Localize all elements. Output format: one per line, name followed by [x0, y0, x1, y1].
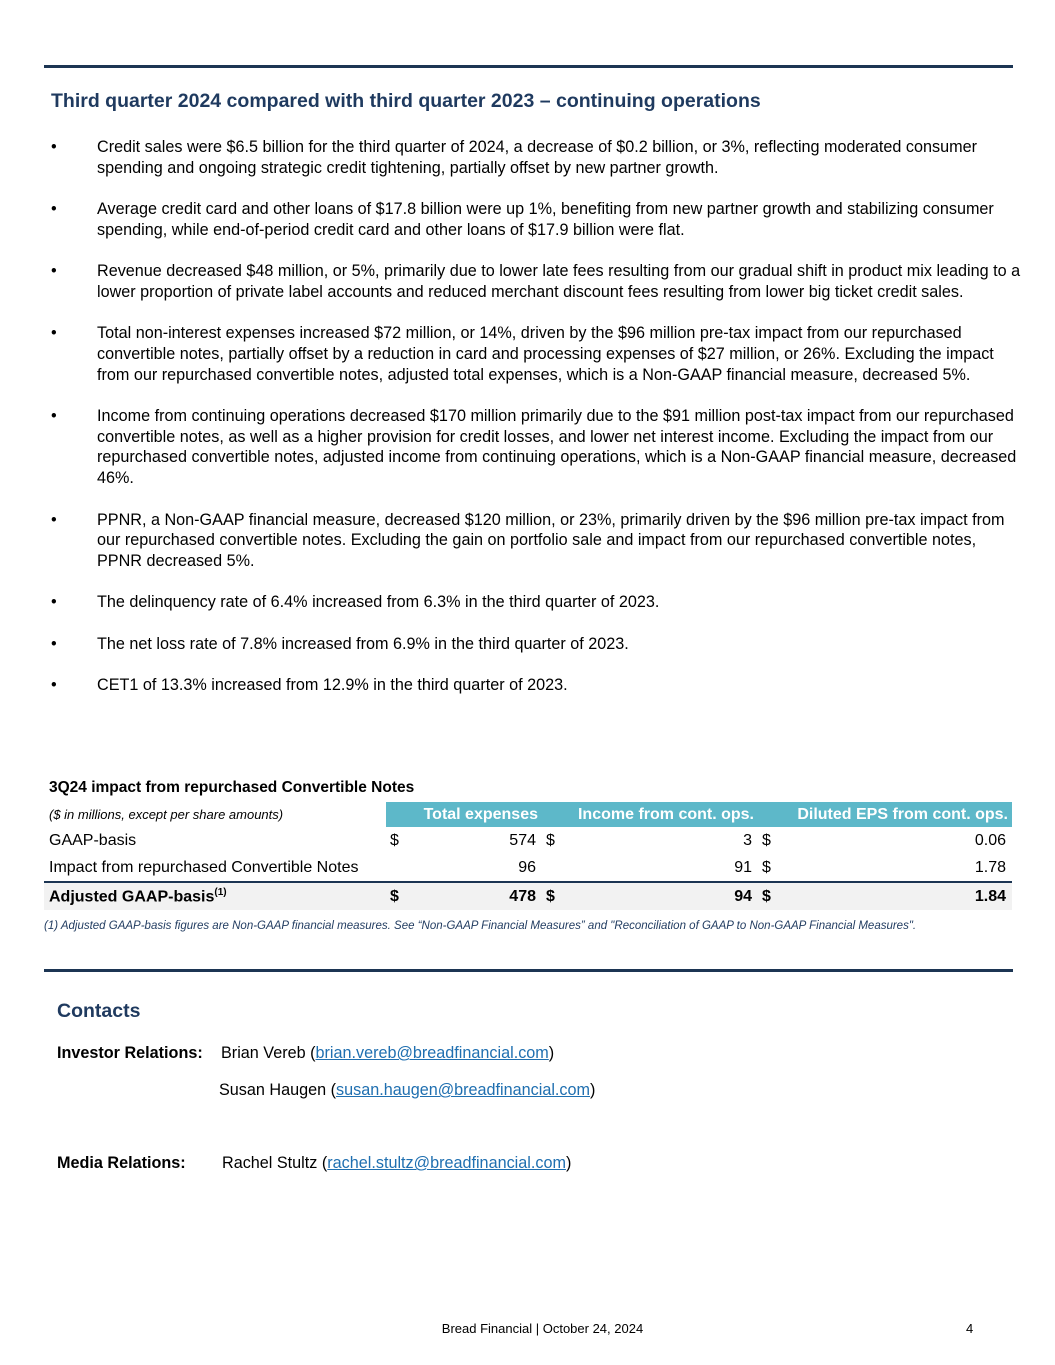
- list-item: • PPNR, a Non-GAAP financial measure, decreased $120 million, or 23%, primarily driven by the $96 million pre-tax impact from our repurchased convertible notes. Excluding the gain on portfolio sale and impact from our repurchased convertible notes, PPNR decreased 5%.: [51, 510, 1005, 570]
- list-item: • Income from continuing operations decreased $170 million primarily due to the $91 million post-tax impact from our repurchased convertible notes, as well as a higher provision for credit losses, and lower net interest income. Excluding the impact from our repurchased convertible notes, adjusted income from continuing operations, which is a Non-GAAP financial measure, decreased 46%.: [51, 407, 1017, 488]
- section-heading: Third quarter 2024 compared with third quarter 2023 – continuing operations: [51, 90, 761, 112]
- bullet-icon: •: [51, 593, 57, 612]
- bullet-icon: •: [51, 510, 57, 529]
- currency-symbol: $: [546, 831, 555, 849]
- cell-value: 0.06: [974, 831, 1006, 849]
- row-label: Impact from repurchased Convertible Notes: [49, 858, 359, 876]
- bullet-icon: •: [51, 407, 57, 426]
- media-relations-label: Media Relations:: [57, 1154, 186, 1172]
- bullet-icon: •: [51, 676, 57, 695]
- email-link[interactable]: susan.haugen@breadfinancial.com: [336, 1081, 591, 1099]
- email-link[interactable]: brian.vereb@breadfinancial.com: [315, 1044, 549, 1062]
- currency-symbol: $: [762, 858, 771, 876]
- column-header: Diluted EPS from cont. ops.: [758, 802, 1012, 827]
- cell-value: 574: [509, 831, 536, 849]
- page-number: 4: [966, 1321, 974, 1336]
- list-item: • The net loss rate of 7.8% increased from 6.9% in the third quarter of 2023.: [51, 634, 629, 653]
- bullet-icon: •: [51, 634, 57, 653]
- media-contact: Rachel Stultz (rachel.stultz@breadfinancial.com): [222, 1154, 572, 1172]
- list-item: • The delinquency rate of 6.4% increased from 6.3% in the third quarter of 2023.: [51, 593, 660, 612]
- investor-contact-2: Susan Haugen (susan.haugen@breadfinancial.com): [219, 1081, 596, 1099]
- table-footnote: (1) Adjusted GAAP-basis figures are Non-GAAP financial measures. See “Non-GAAP Financial Measures” and "Reconciliation of GAAP to Non-GAAP Financial Measures".: [44, 920, 917, 932]
- cell-value: 1.84: [776, 882, 1012, 910]
- table-row: [44, 854, 1012, 882]
- bullet-icon: •: [51, 200, 57, 219]
- bullet-icon: •: [51, 262, 57, 281]
- row-label: Adjusted GAAP-basis$^{(1)}$: [44, 882, 386, 910]
- table-row-adjusted: [44, 882, 1012, 910]
- cell-value: 3: [743, 831, 752, 849]
- list-item: • Total non-interest expenses increased $72 million, or 14%, driven by the $96 million pre-tax impact from our repurchased convertible notes, partially offset by a reduction in card and processing expenses of $27 million, or 26%. Excluding the impact from our repurchased convertible notes, adjusted total expenses, which is a Non-GAAP financial measure, decreased 5%.: [51, 324, 994, 384]
- investor-contact-1: Brian Vereb (brian.vereb@breadfinancial.com): [221, 1044, 555, 1062]
- cell-value: 91: [734, 858, 752, 876]
- footnote-marker: (1): [214, 886, 227, 898]
- table-title: 3Q24 impact from repurchased Convertible Notes: [49, 779, 415, 796]
- cell-value: 1.78: [974, 858, 1006, 876]
- list-item: • CET1 of 13.3% increased from 12.9% in the third quarter of 2023.: [51, 676, 568, 695]
- contacts-divider: [44, 969, 1013, 972]
- row-label: GAAP-basis: [49, 831, 137, 849]
- currency-symbol: $: [542, 882, 560, 910]
- page-footer: Bread Financial | October 24, 2024: [441, 1321, 644, 1336]
- currency-symbol: $: [762, 831, 771, 849]
- investor-relations-label: Investor Relations:: [57, 1044, 203, 1062]
- cell-value: 94: [560, 882, 758, 910]
- cell-value: 96: [518, 858, 536, 876]
- column-header: Income from cont. ops.: [542, 802, 758, 827]
- list-item: • Credit sales were $6.5 billion for the third quarter of 2024, a decrease of $0.2 billion, or 3%, reflecting moderated consumer spending and ongoing strategic credit tightening, partially offset by new partner growth.: [51, 138, 978, 177]
- convertible-notes-table: [44, 802, 1012, 910]
- table-header-row: [44, 802, 1012, 827]
- currency-symbol: [542, 854, 560, 882]
- cell-value: 478: [404, 882, 542, 910]
- bullet-icon: •: [51, 138, 57, 156]
- currency-symbol: [386, 854, 404, 882]
- highlights-list: [51, 137, 1021, 717]
- list-item: • Average credit card and other loans of $17.8 billion were up 1%, benefiting from new partner growth and stabilizing consumer spending, while end-of-period credit card and other loans of $17.9 billion were flat.: [51, 200, 994, 239]
- currency-symbol: $: [390, 831, 399, 849]
- top-divider: [44, 65, 1013, 68]
- units-note: ($ in millions, except per share amounts): [44, 802, 386, 827]
- bullet-icon: •: [51, 324, 57, 343]
- email-link[interactable]: rachel.stultz@breadfinancial.com: [327, 1154, 566, 1172]
- column-header: Total expenses: [386, 802, 542, 827]
- currency-symbol: $: [758, 882, 776, 910]
- currency-symbol: $: [386, 882, 404, 910]
- list-item: • Revenue decreased $48 million, or 5%, primarily due to lower late fees resulting from our gradual shift in product mix leading to a lower proportion of private label accounts and reduced merchant discount fees resulting from lower big ticket credit sales.: [51, 262, 1021, 301]
- contacts-heading: Contacts: [57, 1000, 141, 1022]
- table-row: [44, 827, 1012, 854]
